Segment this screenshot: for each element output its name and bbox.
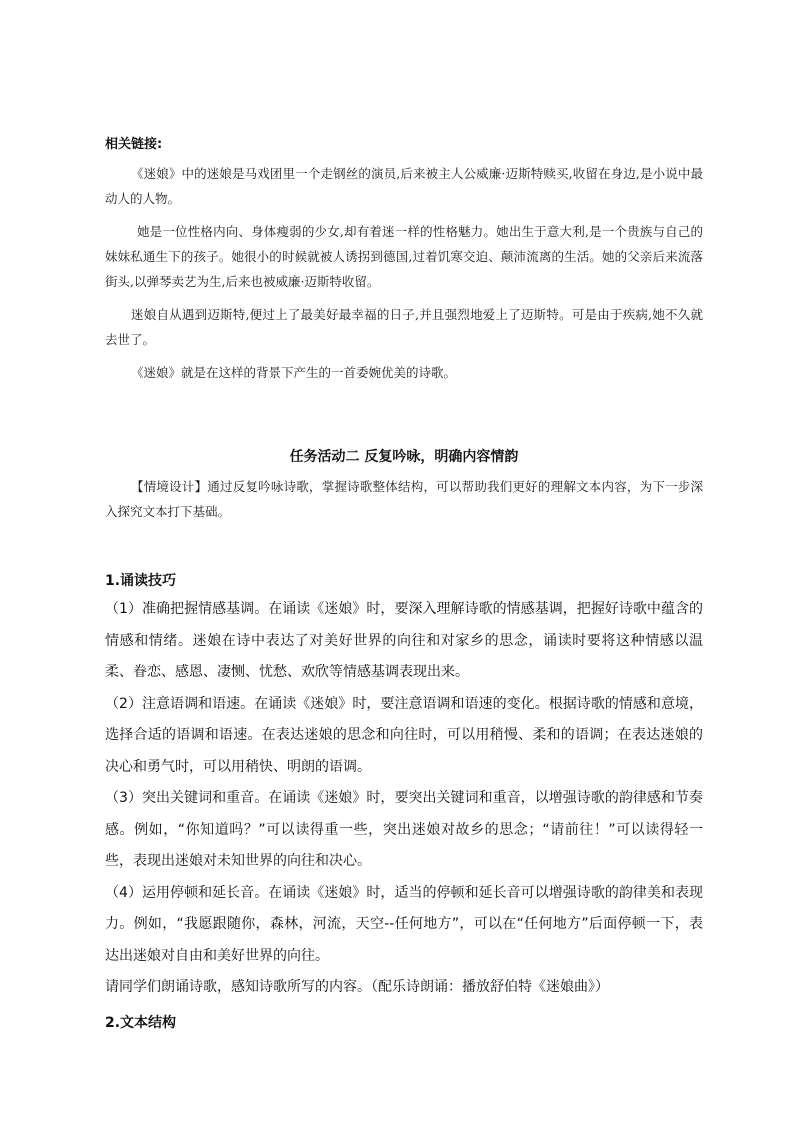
text-structure-heading: 2.文本结构 bbox=[105, 1015, 177, 1031]
related-paragraph: 她是一位性格内向、身体瘦弱的少女,却有着迷一样的性格魅力。她出生于意大利,是一个贵族与自己的妹妹私通生下的孩子。她很小的时候就被人诱拐到德国,过着饥寒交迫、颠沛流离的生活。她的父亲后来流落街头,以弹琴卖艺为生,后来也被威廉·迈斯特收留。 bbox=[105, 224, 703, 289]
related-links-body bbox=[105, 161, 703, 385]
skill-item: （4）运用停顿和延长音。在诵读《迷娘》时，适当的停顿和延长音可以增强诗歌的韵律美和表现力。例如，“我愿跟随你，森林，河流，天空--任何地方”，可以在“任何地方”后面停顿一下，表达出迷娘对自由和美好世界的向往。 bbox=[105, 884, 703, 964]
skill-item: （1）准确把握情感基调。在诵读《迷娘》时，要深入理解诗歌的情感基调，把握好诗歌中蕴含的情感和情绪。迷娘在诗中表达了对美好世界的向往和对家乡的思念，诵读时要将这种情感以温柔、眷恋、感恩、凄恻、忧愁、欢欣等情感基调表现出来。 bbox=[105, 601, 703, 680]
related-paragraph: 迷娘自从遇到迈斯特,便过上了最美好最幸福的日子,并且强烈地爱上了迈斯特。可是由于疾病,她不久就去世了。 bbox=[105, 307, 703, 347]
related-links-heading: 相关链接: bbox=[105, 137, 163, 152]
skill-item: （2）注意语调和语速。在诵读《迷娘》时，要注意语调和语速的变化。根据诗歌的情感和意境，选择合适的语调和语速。在表达迷娘的思念和向往时，可以用稍慢、柔和的语调；在表达迷娘的决心和勇气时，可以用稍快、明朗的语调。 bbox=[105, 695, 703, 775]
related-paragraph: 《迷娘》中的迷娘是马戏团里一个走钢丝的演员,后来被主人公威廉·迈斯特赎买,收留在身边,是小说中最动人的人物。 bbox=[105, 166, 703, 206]
scenario-text: 【情境设计】通过反复吟咏诗歌，掌握诗歌整体结构，可以帮助我们更好的理解文本内容，为下一步深入探究文本打下基础。 bbox=[105, 479, 703, 519]
scenario-block bbox=[105, 474, 703, 524]
task-title: 任务活动二 反复吟咏，明确内容情韵 bbox=[289, 449, 519, 465]
skill-item: （3）突出关键词和重音。在诵读《迷娘》时，要突出关键词和重音，以增强诗歌的韵律感和节奏感。例如，“你知道吗？”可以读得重一些，突出迷娘对故乡的思念；“请前往！”可以读得轻一些，表现出迷娘对未知世界的向往和决心。 bbox=[105, 790, 703, 869]
reading-skills-body bbox=[105, 594, 703, 1004]
closing-instruction: 请同学们朗诵诗歌，感知诗歌所写的内容。（配乐诗朗诵：播放舒伯特《迷娘曲》） bbox=[105, 979, 609, 995]
related-paragraph: 《迷娘》就是在这样的背景下产生的一首委婉优美的诗歌。 bbox=[131, 365, 457, 380]
reading-skills-heading: 1.诵读技巧 bbox=[105, 573, 177, 589]
